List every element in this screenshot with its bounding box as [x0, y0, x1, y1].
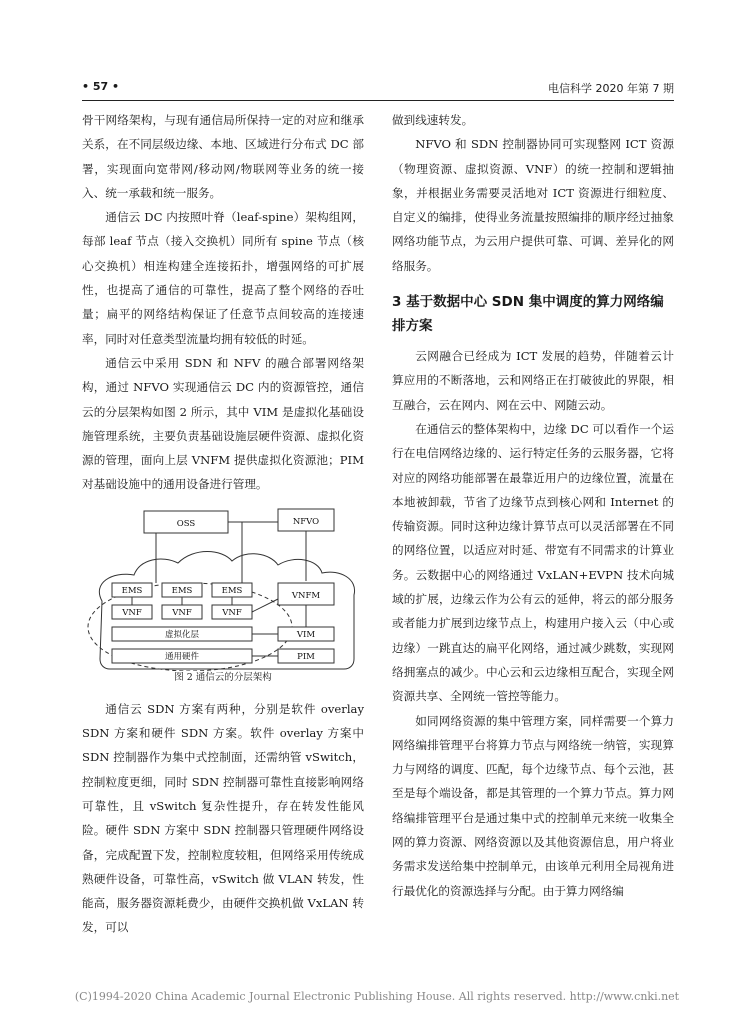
paragraph: 骨干网络架构，与现有通信局所保持一定的对应和继承关系，在不同层级边缘、本地、区域进行分布式 DC 部署，实现面向宽带网/移动网/物联网等业务的统一接入、统一承载和统一服务。: [82, 113, 364, 200]
ems-label: EMS: [121, 585, 143, 596]
paragraph: 做到线速转发。: [392, 113, 474, 127]
journal-issue: 电信科学 2020 年第 7 期: [548, 82, 674, 95]
pim-label: PIM: [297, 651, 315, 662]
paragraph: 如同网络资源的集中管理方案，同样需要一个算力网络编排管理平台将算力节点与网络统一纳管，实现算力与网络的调度、匹配，每个边缘节点、每个云池，甚至是每个端设备，都是其管理的一个算力节点。算力网络编排管理平台是通过集中式的控制单元来统一收集全网的算力资源、网络资源以及其他资源信息，用户将业务需求发送给集中控制单元，由该单元利用全局视角进行最优化的资源选择与分配。由于算力网络编: [392, 713, 674, 898]
page-number: • 57 •: [82, 80, 120, 93]
section-heading: 3 基于数据中心 SDN 集中调度的算力网络编排方案: [392, 294, 664, 335]
paragraph: 通信云 DC 内按照叶脊（leaf-spine）架构组网，每部 leaf 节点（接入交换机）同所有 spine 节点（核心交换机）相连构建全连接拓扑，增强网络的可扩展性，也提高了通信的可靠性，提高了整个网络的吞吐量；扁平的网络结构保证了任意节点间较高的连接速率，同时对任意类型流量均拥有较低的时延。: [82, 210, 364, 346]
vnf-label: VNF: [172, 607, 192, 618]
vnf-label: VNF: [222, 607, 242, 618]
vnfm-label: VNFM: [291, 590, 321, 601]
hardware-label: 通用硬件: [164, 651, 200, 662]
ems-label: EMS: [221, 585, 243, 596]
paragraph: 通信云 SDN 方案有两种，分别是软件 overlay SDN 方案和硬件 SDN 方案。软件 overlay 方案中 SDN 控制器作为集中式控制面，还需纳管 vSwitch，控制粒度更细，同时 SDN 控制器可靠性直接影响网络可靠性，且 vSwitch 复杂性提升，存在转发性能风险。硬件 SDN 方案中 SDN 控制器只管理硬件网络设备，完成配置下发，控制粒度较粗，但网络采用传统成熟硬件设备，可靠性高，vSwitch 做 VLAN 转发，性能高，服务器资源耗费少，由硬件交换机做 VxLAN 转发，可以: [82, 701, 364, 935]
paragraph: 云网融合已经成为 ICT 发展的趋势，伴随着云计算应用的不断落地，云和网络正在打破彼此的界限，相互融合，云在网内、网在云中、网随云动。: [392, 349, 674, 412]
ems-label: EMS: [171, 585, 193, 596]
left-column: [82, 108, 364, 940]
architecture-diagram: [82, 503, 364, 671]
figure-layered-architecture: [82, 503, 364, 695]
vim-label: VIM: [296, 629, 316, 640]
virtualization-layer-label: 虚拟化层: [164, 629, 200, 640]
paragraph: 在通信云的整体架构中，边缘 DC 可以看作一个运行在电信网络边缘的、运行特定任务的云服务器，它将对应的网络功能部署在最靠近用户的边缘位置，流量在本地被卸载，节省了边缘节点到核心网和 Internet 的传输资源。同时这种边缘计算节点可以灵活部署在不同的网络位置，以适应对时延、带宽有不同需求的计算业务。云数据中心的网络通过 VxLAN+EVPN 技术向城域的扩展，边缘云作为公有云的延伸，将云的部分服务或者能力扩展到边缘节点上，构建用户接入云（中心或边缘）一跳直达的扁平化网络，通过减少跳数，实现网络拥塞点的减少。中心云和云边缘相互配合，实现全网资源共享、全网统一管控等能力。: [392, 421, 674, 704]
page-header: [82, 80, 674, 101]
nfvo-label: NFVO: [292, 516, 320, 527]
right-column: [392, 108, 674, 903]
figure-caption: 图 2 通信云的分层架构: [174, 671, 272, 683]
vnf-label: VNF: [122, 607, 142, 618]
paragraph: 通信云中采用 SDN 和 NFV 的融合部署网络架构，通过 NFVO 实现通信云 DC 内的资源管控，通信云的分层架构如图 2 所示，其中 VIM 是虚拟化基础设施管理系统，主要负责基础设施层硬件资源、虚拟化资源的管理，面向上层 VNFM 提供虚拟化资源池；PIM 对基础设施中的通用设备进行管理。: [82, 355, 364, 492]
copyright-footer: (C)1994-2020 China Academic Journal Electronic Publishing House. All rights reserved. http://www.cnki.net: [74, 990, 680, 1003]
paragraph: NFVO 和 SDN 控制器协同可实现整网 ICT 资源（物理资源、虚拟资源、VNF）的统一控制和逻辑抽象，并根据业务需要灵活地对 ICT 资源进行细粒度、自定义的编排，使得业务流量按照编排的顺序经过抽象网络功能节点，为云用户提供可靠、可调、差异化的网络服务。: [392, 137, 674, 273]
oss-label: OSS: [176, 518, 196, 529]
